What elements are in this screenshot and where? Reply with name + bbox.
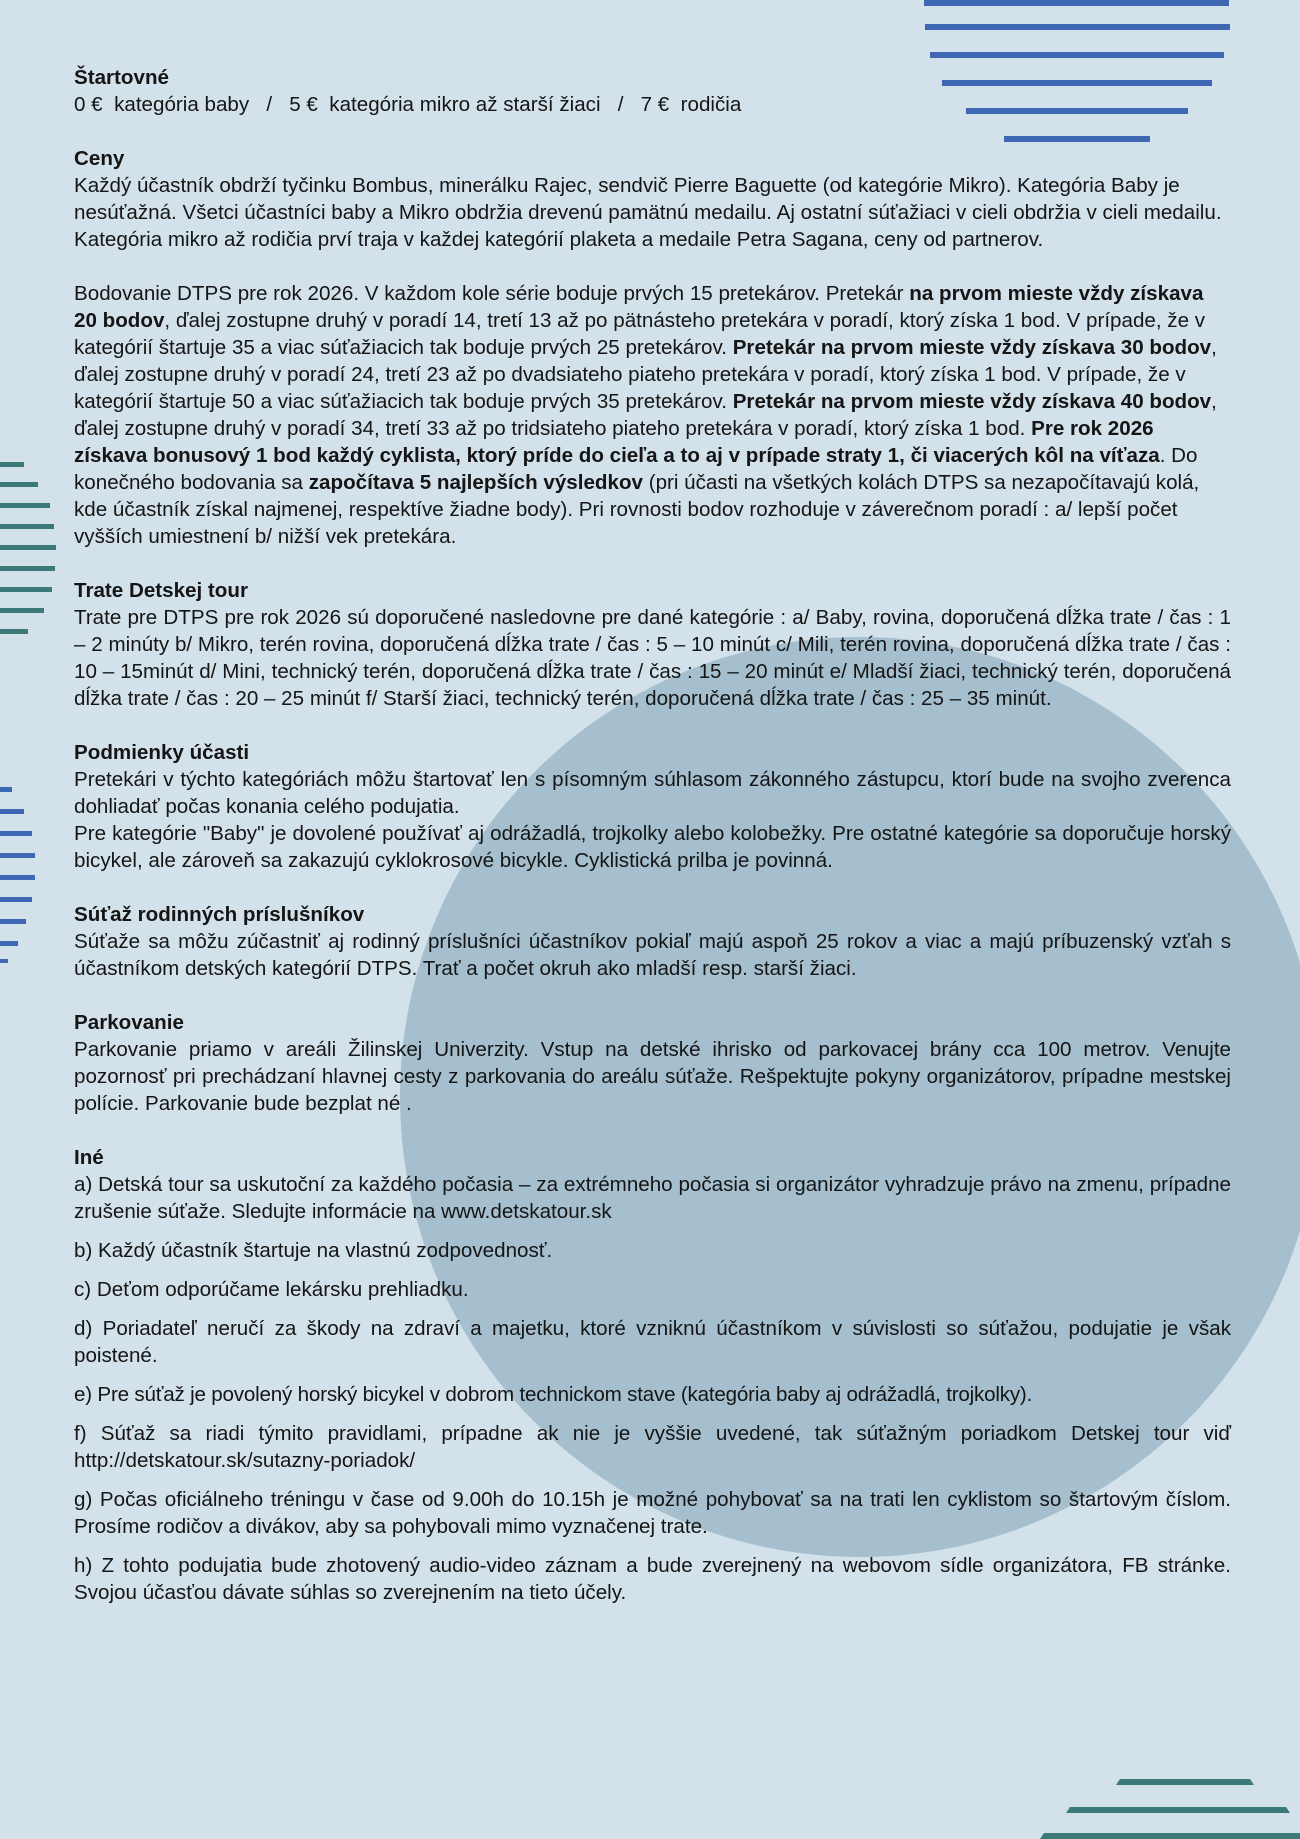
heading-trate: Trate Detskej tour bbox=[74, 579, 248, 602]
heading-podmienky: Podmienky účasti bbox=[74, 741, 250, 764]
section-podmienky bbox=[74, 739, 1231, 874]
bodovanie-part-1: Bodovanie DTPS pre rok 2026. V každom kole série boduje prvých 15 pretekárov. Pretekár bbox=[74, 282, 910, 305]
bodovanie-bold-30-points: Pretekár na prvom mieste vždy získava 30 bodov bbox=[732, 336, 1212, 359]
section-startovne bbox=[74, 64, 1231, 118]
document-content bbox=[74, 64, 1231, 1633]
heading-ine: Iné bbox=[74, 1146, 104, 1169]
teal-striped-semicircle-left bbox=[0, 460, 60, 640]
bodovanie-part-2: , ďalej zostupne druhý v poradí 14, tretí 13 až po pätnásteho pretekára v poradí, ktorý získa 1 bod. V prípade, že v kategórií štartuje 35 a viac súťažiacich tak boduje prvých 25 pretekárov. bbox=[74, 309, 1206, 359]
ine-item-d: d) Poriadateľ neručí za škody na zdraví a majetku, ktoré vzniknú účastníkom v súvislosti so súťažou, podujatie je však poistené. bbox=[74, 1317, 1231, 1367]
section-parkovanie bbox=[74, 1009, 1231, 1117]
podmienky-text-1: Pretekári v týchto kategóriách môžu štartovať len s písomným súhlasom zákonného zástupcu, ktorí bude na svojho zverenca dohliadať počas konania celého podujatia. bbox=[74, 768, 1231, 818]
section-trate bbox=[74, 577, 1231, 712]
ine-item-c: c) Deťom odporúčame lekársku prehliadku. bbox=[74, 1278, 469, 1301]
section-ine bbox=[74, 1144, 1231, 1606]
heading-startovne: Štartovné bbox=[74, 66, 169, 89]
ine-item-h: h) Z tohto podujatia bude zhotovený audio-video záznam a bude zverejnený na webovom sídle organizátora, FB stránke. Svojou účasťou dávate súhlas so zverejnením na tieto účely. bbox=[74, 1554, 1231, 1604]
heading-parkovanie: Parkovanie bbox=[74, 1011, 184, 1034]
section-ceny bbox=[74, 145, 1231, 253]
blue-striped-semicircle-left bbox=[0, 785, 40, 965]
ceny-text: Každý účastník obdrží tyčinku Bombus, minerálku Rajec, sendvič Pierre Baguette (od kategórie Mikro). Kategória Baby je nesúťažná. Všetci účastníci baby a Mikro obdržia drevenú pamätnú medailu. Aj ostatní súťažiaci v cieli obdržia v cieli medailu. Kategória mikro až rodičia prví traja v každej kategórií plaketa a medaile Petra Sagana, ceny od partnerov. bbox=[74, 174, 1222, 251]
ine-item-f: f) Súťaž sa riadi týmito pravidlami, prípadne ak nie je vyššie uvedené, tak súťažným poriadkom Detskej tour viď http://detskatour.sk/sutazny-poriadok/ bbox=[74, 1422, 1231, 1472]
bodovanie-bold-bonus: Pre rok 2026 získava bonusový 1 bod každý cyklista, ktorý príde do cieľa a to aj v prípade straty 1, či viacerých kôl na víťaza bbox=[74, 417, 1160, 467]
bodovanie-bold-20-points: na prvom mieste vždy získava 20 bodov bbox=[74, 282, 1204, 332]
bodovanie-text bbox=[74, 280, 1231, 550]
bodovanie-bold-40-points: Pretekár na prvom mieste vždy získava 40 bodov bbox=[732, 390, 1212, 413]
bodovanie-part-3: , ďalej zostupne druhý v poradí 24, tretí 23 až po dvadsiateho piateho pretekára v poradí, ktorý získa 1 bod. V prípade, že v kategórií štartuje 50 a viac súťažiacich tak boduje prvých 35 pretekárov. bbox=[74, 336, 1217, 413]
parkovanie-text: Parkovanie priamo v areáli Žilinskej Univerzity. Vstup na detské ihrisko od parkovacej brány cca 100 metrov. Venujte pozornosť pri prechádzaní hlavnej cesty z parkovania do areálu súťaže. Rešpektujte pokyny organizátorov, prípadne mestskej polície. Parkovanie bude bezplat né . bbox=[74, 1038, 1231, 1115]
ine-item-g: g) Počas oficiálneho tréningu v čase od 9.00h do 10.15h je možné pohybovať sa na trati len cyklistom so štartovým číslom. Prosíme rodičov a divákov, aby sa pohybovali mimo vyznačenej trate. bbox=[74, 1488, 1231, 1538]
sutaz-rodinnych-text: Súťaže sa môžu zúčastniť aj rodinný príslušníci účastníkov pokiaľ majú aspoň 25 rokov a viac a majú príbuzenský vzťah s účastníkom detských kategórií DTPS. Trať a počet okruh ako mladší resp. starší žiaci. bbox=[74, 930, 1231, 980]
heading-sutaz-rodinnych: Súťaž rodinných príslušníkov bbox=[74, 903, 365, 926]
bodovanie-bold-best-five: započítava 5 najlepších výsledkov bbox=[308, 471, 643, 494]
ine-item-a: a) Detská tour sa uskutoční za každého počasia – za extrémneho počasia si organizátor vyhradzuje právo na zmenu, prípadne zrušenie súťaže. Sledujte informácie na www.detskatour.sk bbox=[74, 1173, 1231, 1223]
bodovanie-part-6: (pri účasti na všetkých kolách DTPS sa nezapočítavajú kolá, kde účastník získal najmenej, respektíve žiadne body). Pri rovnosti bodov rozhoduje v záverečnom poradí : a/ lepší počet vyšších umiestnení b/ nižší vek pretekára. bbox=[74, 471, 1200, 548]
podmienky-text-2: Pre kategórie "Baby" je dovolené používať aj odrážadlá, trojkolky alebo kolobežky. Pre ostatné kategórie sa doporučuje horský bicykel, ale zároveň sa zakazujú cyklokrosové bicykle. Cyklistická prilba je povinná. bbox=[74, 822, 1231, 872]
ine-item-b: b) Každý účastník štartuje na vlastnú zodpovednosť. bbox=[74, 1239, 553, 1262]
startovne-fees: 0 € kategória baby / 5 € kategória mikro až starší žiaci / 7 € rodičia bbox=[74, 93, 742, 116]
section-sutaz-rodinnych bbox=[74, 901, 1231, 982]
bodovanie-part-4: , ďalej zostupne druhý v poradí 34, tretí 33 až po tridsiateho piateho pretekára v poradí, ktorý získa 1 bod. bbox=[74, 390, 1217, 440]
ine-item-e: e) Pre súťaž je povolený horský bicykel v dobrom technickom stave (kategória baby aj odrážadlá, trojkolky). bbox=[74, 1383, 1033, 1406]
section-bodovanie bbox=[74, 280, 1231, 550]
trate-text: Trate pre DTPS pre rok 2026 sú doporučené nasledovne pre dané kategórie : a/ Baby, rovina, doporučená dĺžka trate / čas : 1 – 2 minúty b/ Mikro, terén rovina, doporučená dĺžka trate / čas : 5 – 10 minút c/ Mili, terén rovina, doporučená dĺžka trate / čas : 10 – 15minút d/ Mini, technický terén, doporučená dĺžka trate / čas : 15 – 20 minút e/ Mladší žiaci, technický terén, doporučená dĺžka trate / čas : 20 – 25 minút f/ Starší žiaci, technický terén, doporučená dĺžka trate / čas : 25 – 35 minút. bbox=[74, 606, 1231, 710]
teal-striped-semicircle-bottom-right bbox=[1040, 1775, 1300, 1839]
bodovanie-part-5: . Do konečného bodovania sa bbox=[74, 444, 1198, 494]
heading-ceny: Ceny bbox=[74, 147, 125, 170]
